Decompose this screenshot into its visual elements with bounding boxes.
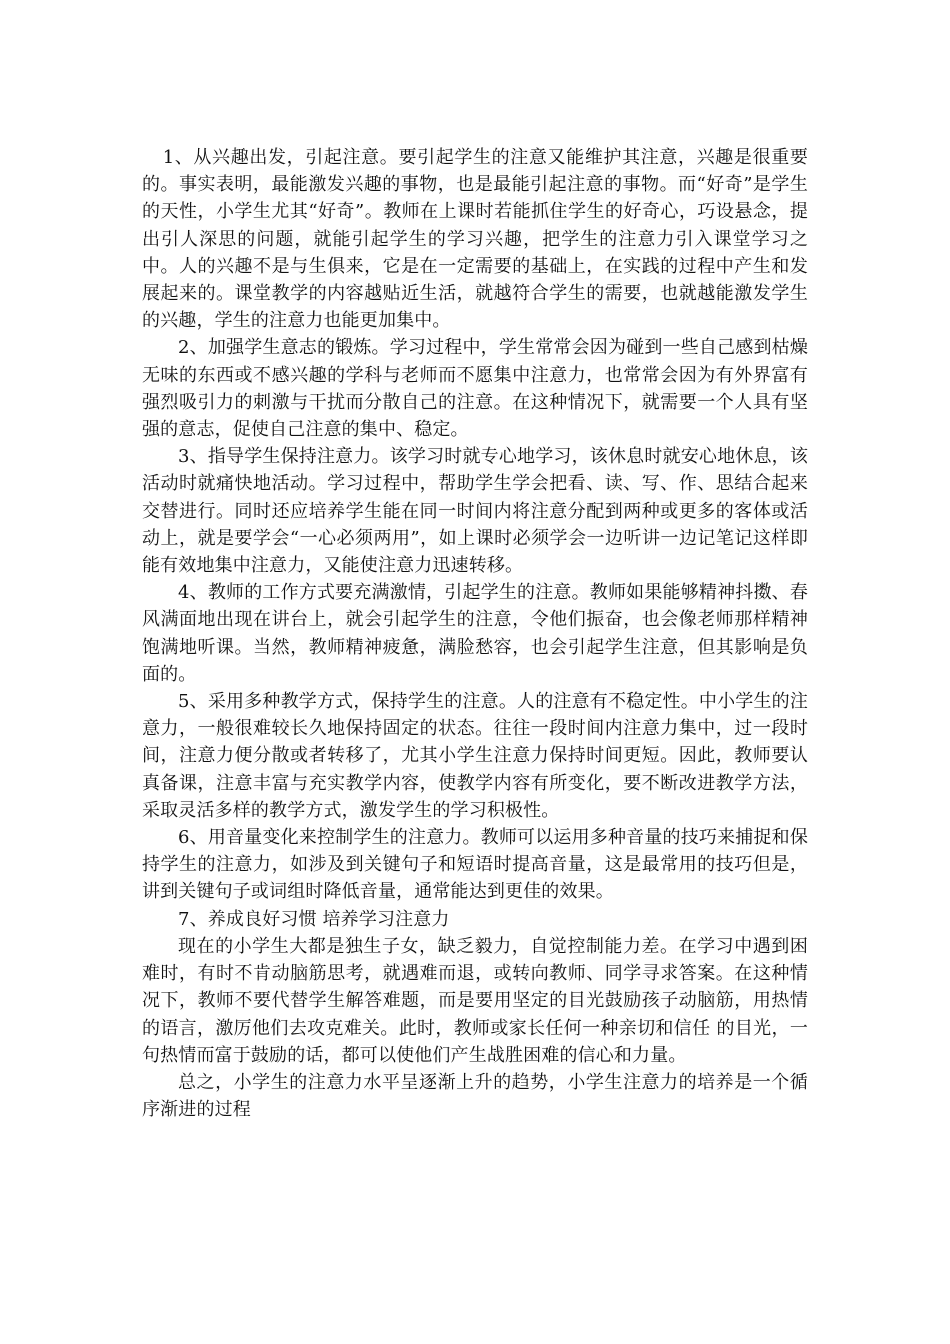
paragraph-6: 6、用音量变化来控制学生的注意力。教师可以运用多种音量的技巧来捕捉和保持学生的注意力，如涉及到关键句子和短语时提高音量，这是最常用的技巧但是，讲到关键句子或词组时降低音量，通常能达到更佳的效果。 bbox=[142, 827, 808, 903]
paragraph-5: 5、采用多种教学方式，保持学生的注意。人的注意有不稳定性。中小学生的注意力，一般很难较长久地保持固定的状态。往往一段时间内注意力集中，过一段时间，注意力便分散或者转移了，尤其小学生注意力保持时间更短。因此，教师要认真备课，注意丰富与充实教学内容，使教学内容有所变化，要不断改进教学方法，采取灵活多样的教学方式，激发学生的学习积极性。 bbox=[142, 691, 808, 821]
section-heading-7: 7、养成良好习惯 培养学习注意力 bbox=[178, 908, 450, 930]
paragraph-1: 1、从兴趣出发，引起注意。要引起学生的注意又能维护其注意，兴趣是很重要的。事实表明，最能激发兴趣的事物，也是最能引起注意的事物。而“好奇”是学生的天性，小学生尤其“好奇”。教师在上课时若能抓住学生的好奇心，巧设悬念，提出引人深思的问题，就能引起学生的学习兴趣，把学生的注意力引入课堂学习之中。人的兴趣不是与生俱来，它是在一定需要的基础上，在实践的过程中产生和发展起来的。课堂教学的内容越贴近生活，就越符合学生的需要，也就越能激发学生的兴趣，学生的注意力也能更加集中。 bbox=[142, 147, 808, 332]
paragraph-4: 4、教师的工作方式要充满激情，引起学生的注意。教师如果能够精神抖擞、春风满面地出现在讲台上，就会引起学生的注意，令他们振奋，也会像老师那样精神饱满地听课。当然，教师精神疲惫，满脸愁容，也会引起学生注意，但其影响是负面的。 bbox=[142, 582, 808, 685]
conclusion-paragraph: 总之，小学生的注意力水平呈逐渐上升的趋势，小学生注意力的培养是一个循序渐进的过程 bbox=[142, 1071, 808, 1121]
paragraph-3: 3、指导学生保持注意力。该学习时就专心地学习，该休息时就安心地休息，该活动时就痛快地活动。学习过程中，帮助学生学会把看、读、写、作、思结合起来交替进行。同时还应培养学生能在同一时间内将注意分配到两种或更多的客体或活动上，就是要学会“一心必须两用”，如上课时必须学会一边听讲一边记笔记这样即能有效地集中注意力，又能使注意力迅速转移。 bbox=[142, 446, 808, 577]
document-body bbox=[142, 144, 808, 1123]
paragraph-7-body: 现在的小学生大都是独生子女，缺乏毅力，自觉控制能力差。在学习中遇到困难时，有时不肯动脑筋思考，就遇难而退，或转向教师、同学寻求答案。在这种情况下，教师不要代替学生解答难题，而是要用坚定的目光鼓励孩子动脑筋，用热情的语言，激厉他们去攻克难关。此时，教师或家长任何一种亲切和信任 的目光，一句热情而富于鼓励的话，都可以使他们产生战胜困难的信心和力量。 bbox=[142, 935, 808, 1066]
paragraph-2: 2、加强学生意志的锻炼。学习过程中，学生常常会因为碰到一些自己感到枯燥无味的东西或不感兴趣的学科与老师而不愿集中注意力，也常常会因为有外界富有强烈吸引力的刺激与干扰而分散自己的注意。在这种情况下，就需要一个人具有坚强的意志，促使自己注意的集中、稳定。 bbox=[142, 337, 808, 441]
